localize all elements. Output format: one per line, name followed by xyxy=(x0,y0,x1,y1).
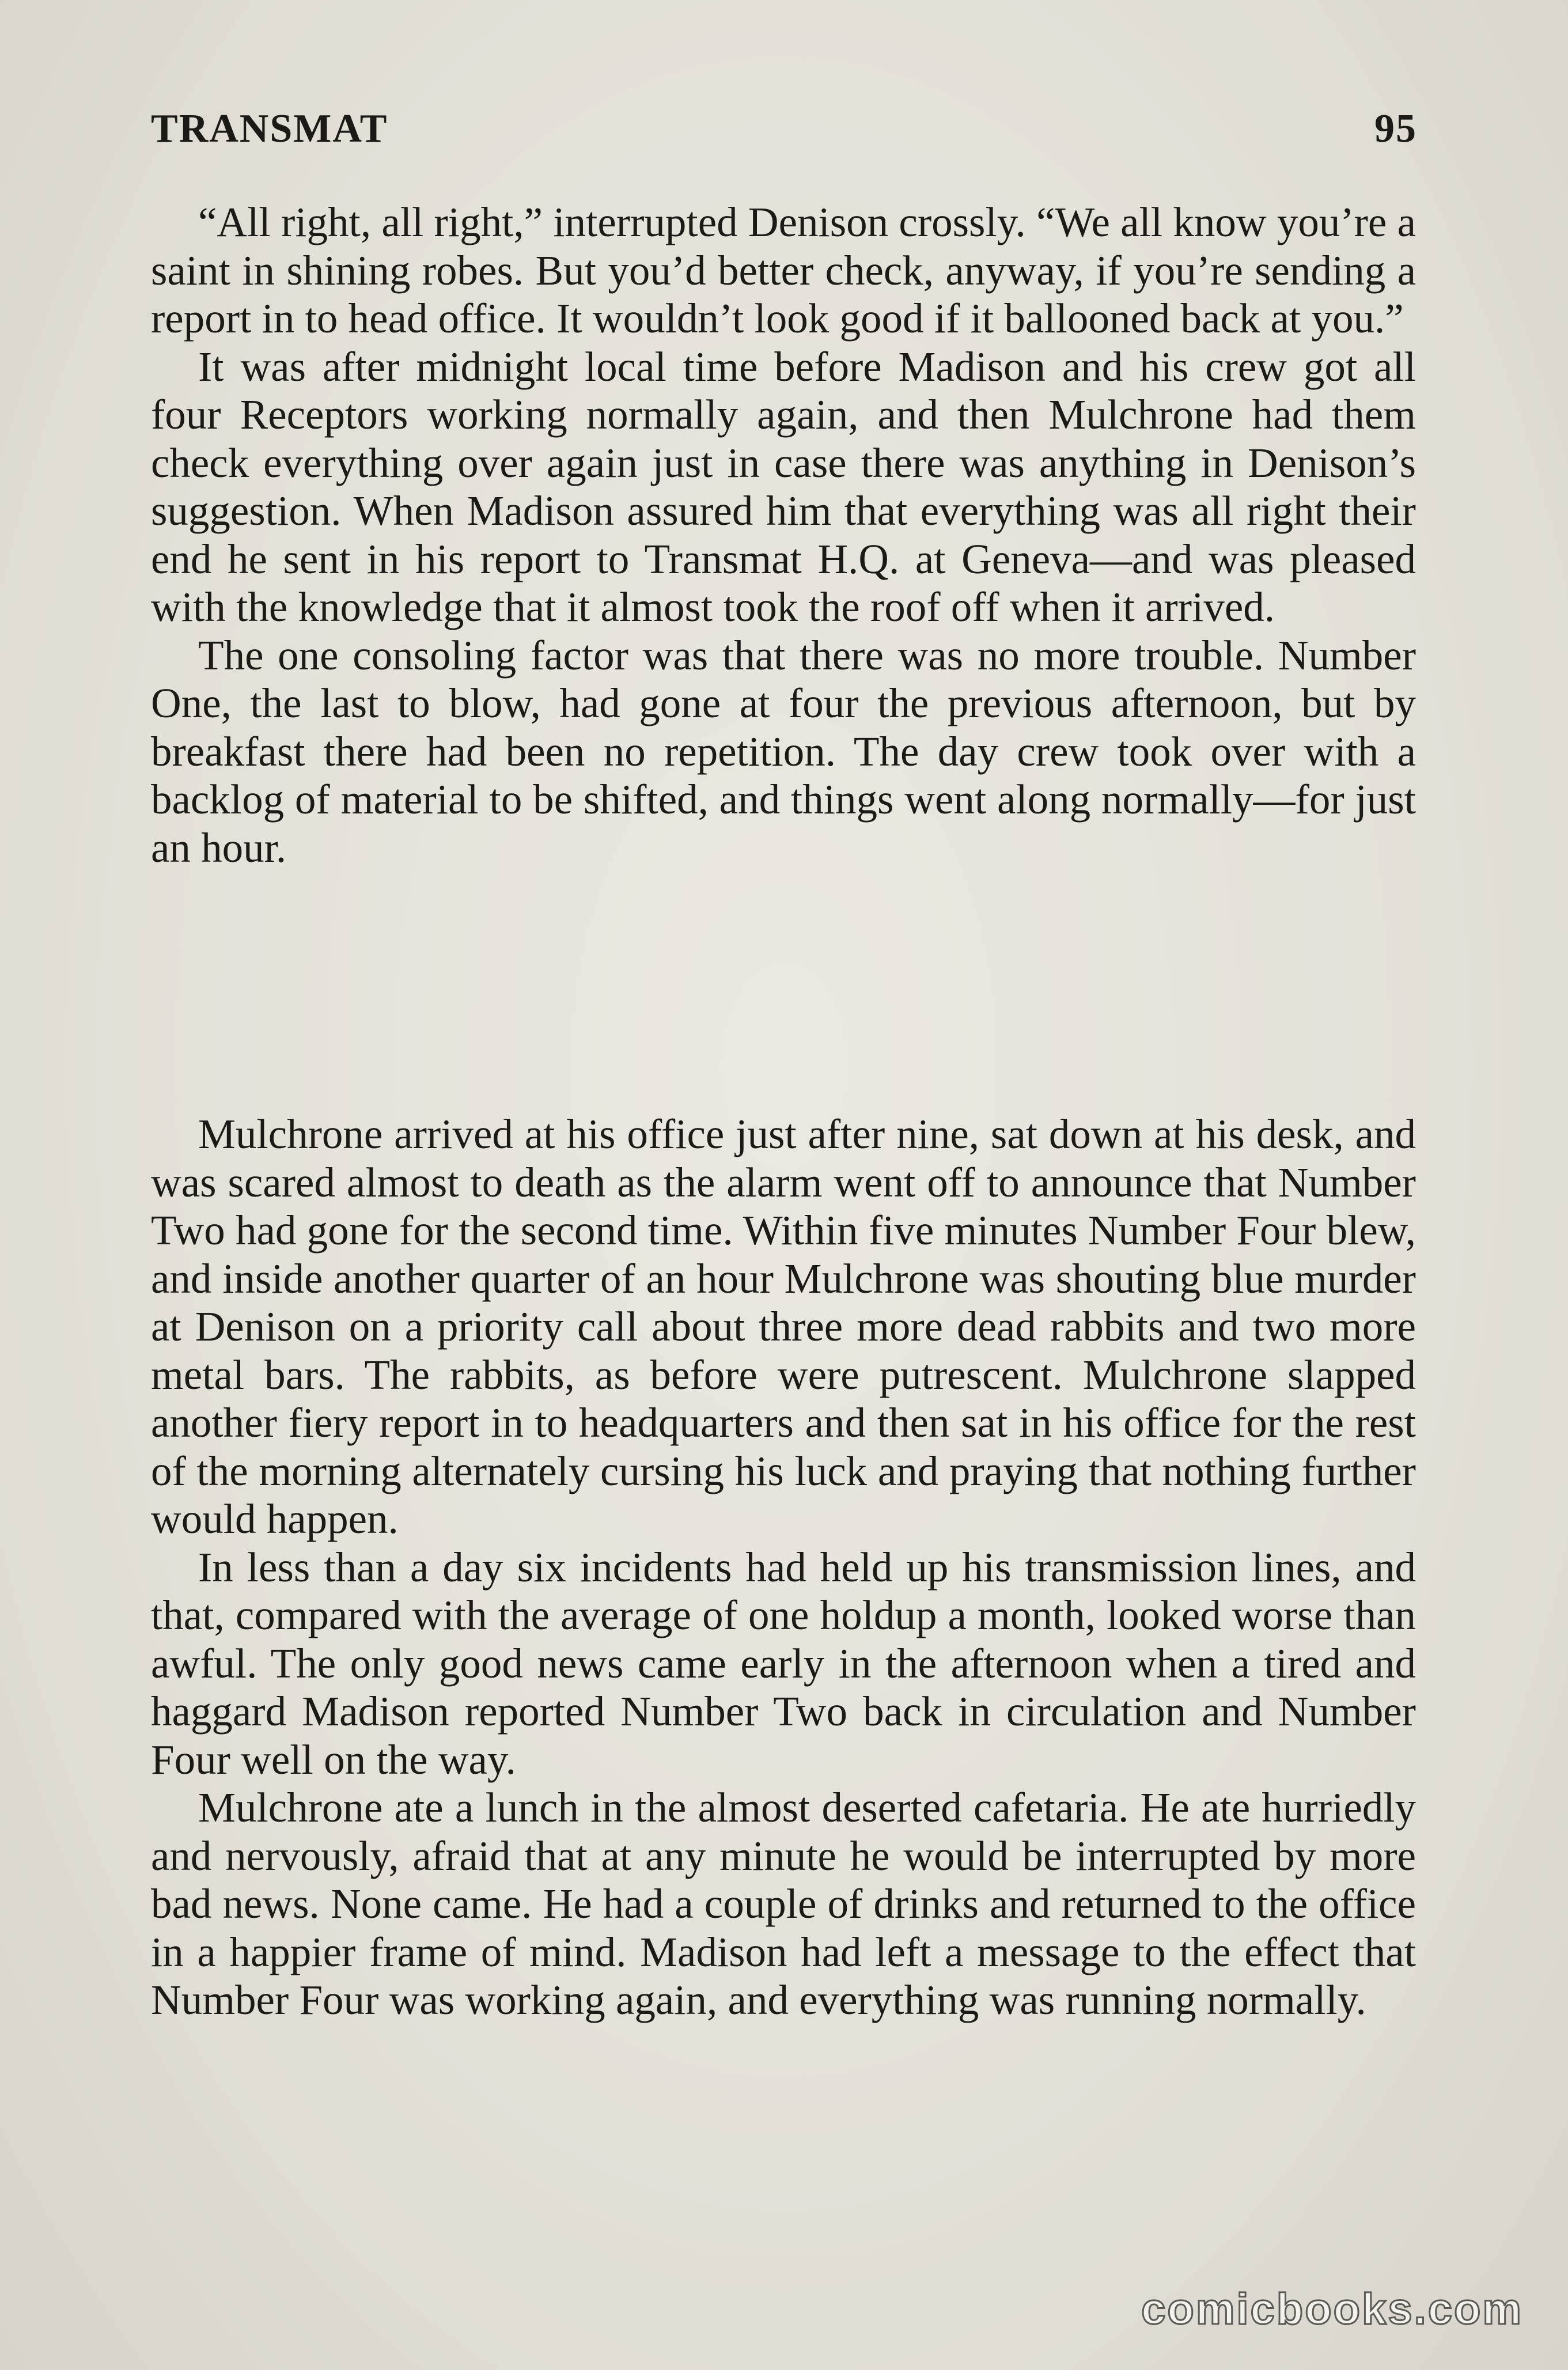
paragraph: “All right, all right,” interrupted Denison crossly. “We all know you’re a saint in shining robes. But you’d better check, anyway, if you’re sending a report in to head office. It wouldn’t look good if it ballooned back at you.” xyxy=(151,199,1416,342)
watermark: comicbooks.com xyxy=(1141,2285,1523,2334)
paragraph: The one consoling factor was that there was no more trouble. Number One, the last to blow, had gone at four the previous afternoon, but by breakfast there had been no repetition. The day crew took over with a backlog of material to be shifted, and things went along normally—for just an hour. xyxy=(151,631,1416,871)
running-title: TRANSMAT xyxy=(151,107,388,151)
paragraph: Mulchrone ate a lunch in the almost deserted cafetaria. He ate hurriedly and nervously, afraid that at any minute he would be interrupted by more bad news. None came. He had a couple of drinks and returned to the office in a happier frame of mind. Madison had left a message to the effect that Number Four was working again, and everything was running normally. xyxy=(151,1784,1416,2023)
running-head xyxy=(151,101,1417,157)
paragraph: It was after midnight local time before Madison and his crew got all four Receptors working normally again, and then Mulchrone had them check everything over again just in case there was anything in Denison’s suggestion. When Madison assured him that everything was all right their end he sent in his report to Transmat H.Q. at Geneva—and was pleased with the knowledge that it almost took the roof off when it arrived. xyxy=(151,343,1416,630)
text-section-1 xyxy=(151,198,1416,872)
text-section-2 xyxy=(151,1110,1416,2024)
paragraph: In less than a day six incidents had held up his transmission lines, and that, compared with the average of one holdup a month, looked worse than awful. The only good news came early in the afternoon when a tired and haggard Madison reported Number Two back in circulation and Number Four well on the way. xyxy=(151,1543,1416,1783)
page-number: 95 xyxy=(1374,107,1417,151)
paragraph: Mulchrone arrived at his office just after nine, sat down at his desk, and was scared almost to death as the alarm went off to announce that Number Two had gone for the second time. Within five minutes Number Four blew, and inside another quarter of an hour Mulchrone was shouting blue murder at Denison on a priority call about three more dead rabbits and two more metal bars. The rabbits, as before were putrescent. Mulchrone slapped another fiery report in to headquarters and then sat in his office for the rest of the morning alternately cursing his luck and praying that nothing further would happen. xyxy=(151,1111,1416,1542)
